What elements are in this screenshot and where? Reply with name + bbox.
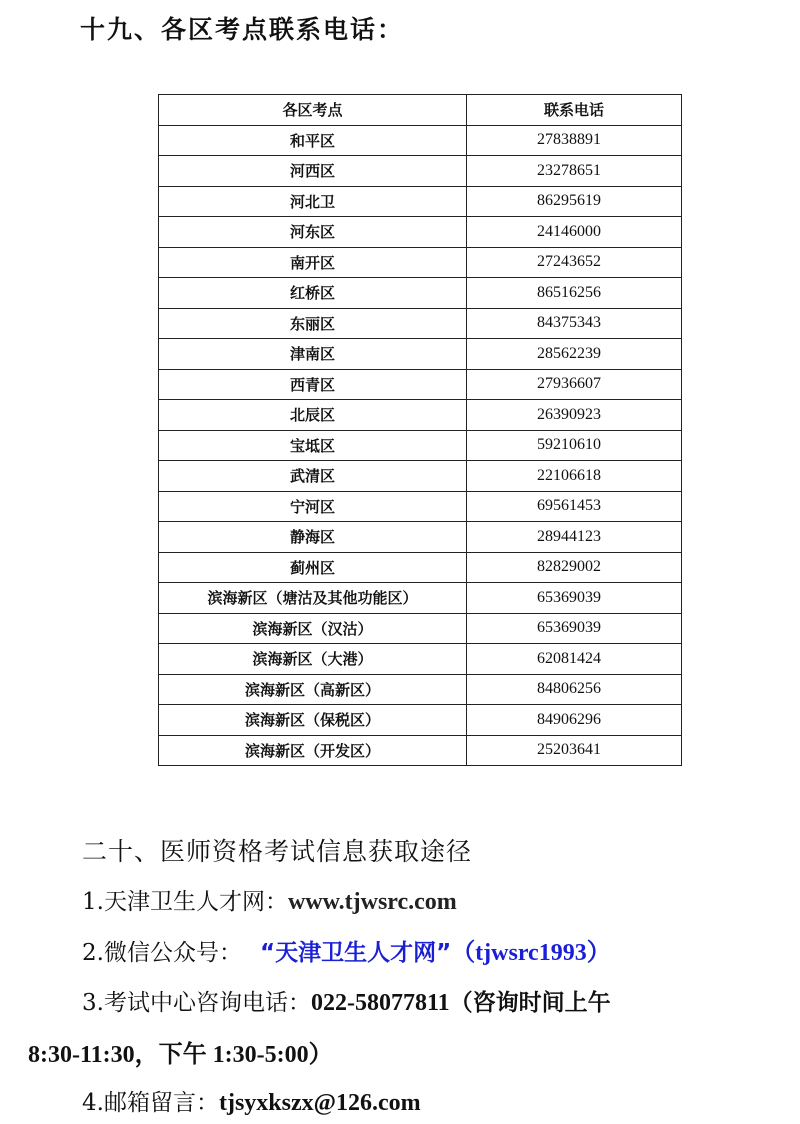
table-row bbox=[159, 369, 682, 400]
district-cell: 滨海新区（汉沽） bbox=[159, 613, 467, 644]
website-label: 1.天津卫生人才网： bbox=[82, 889, 288, 915]
wechat-label: 2.微信公众号： bbox=[82, 940, 242, 966]
district-cell: 河西区 bbox=[159, 156, 467, 187]
phone-cell: 86516256 bbox=[467, 278, 682, 309]
hotline-hours: 8:30-11:30，下午 1:30-5:00） bbox=[28, 1042, 333, 1068]
phone-cell: 28562239 bbox=[467, 339, 682, 370]
table-row bbox=[159, 430, 682, 461]
website-link[interactable]: www.tjwsrc.com bbox=[287, 889, 457, 915]
phone-cell: 25203641 bbox=[467, 735, 682, 766]
table-row bbox=[159, 613, 682, 644]
phone-cell: 62081424 bbox=[467, 644, 682, 675]
district-cell: 蓟州区 bbox=[159, 552, 467, 583]
phone-cell: 69561453 bbox=[467, 491, 682, 522]
district-cell: 和平区 bbox=[159, 125, 467, 156]
phone-cell: 84906296 bbox=[467, 705, 682, 736]
section-20-title: 二十、医师资格考试信息获取途径 bbox=[82, 837, 473, 866]
table-row bbox=[159, 247, 682, 278]
district-cell: 滨海新区（保税区） bbox=[159, 705, 467, 736]
wechat-account-name[interactable]: “天津卫生人才网” bbox=[259, 940, 452, 966]
district-cell: 宝坻区 bbox=[159, 430, 467, 461]
table-row bbox=[159, 735, 682, 766]
phone-cell: 22106618 bbox=[467, 461, 682, 492]
hotline-label: 3.考试中心咨询电话： bbox=[82, 990, 311, 1016]
phone-cell: 86295619 bbox=[467, 186, 682, 217]
info-item-hotline-hours bbox=[28, 1034, 333, 1069]
info-item-website bbox=[82, 883, 457, 916]
phone-cell: 27936607 bbox=[467, 369, 682, 400]
table-row bbox=[159, 491, 682, 522]
district-cell: 滨海新区（大港） bbox=[159, 644, 467, 675]
table-row bbox=[159, 156, 682, 187]
phone-cell: 82829002 bbox=[467, 552, 682, 583]
district-cell: 滨海新区（高新区） bbox=[159, 674, 467, 705]
district-cell: 北辰区 bbox=[159, 400, 467, 431]
info-item-wechat bbox=[82, 932, 611, 967]
district-cell: 红桥区 bbox=[159, 278, 467, 309]
header-phone: 联系电话 bbox=[467, 95, 682, 126]
wechat-account-id[interactable]: （tjwsrc1993） bbox=[463, 940, 611, 966]
table-row bbox=[159, 400, 682, 431]
district-cell: 河东区 bbox=[159, 217, 467, 248]
table-row bbox=[159, 217, 682, 248]
phone-cell: 26390923 bbox=[467, 400, 682, 431]
email-label: 4.邮箱留言： bbox=[82, 1090, 219, 1116]
info-item-hotline bbox=[82, 984, 611, 1017]
info-item-email bbox=[82, 1084, 421, 1117]
phone-cell: 84806256 bbox=[467, 674, 682, 705]
phone-cell: 28944123 bbox=[467, 522, 682, 553]
table-row bbox=[159, 125, 682, 156]
hotline-note-start: （咨询时间上午 bbox=[449, 990, 611, 1016]
district-cell: 河北卫 bbox=[159, 186, 467, 217]
district-cell: 宁河区 bbox=[159, 491, 467, 522]
district-cell: 静海区 bbox=[159, 522, 467, 553]
phone-cell: 84375343 bbox=[467, 308, 682, 339]
table-row bbox=[159, 552, 682, 583]
district-cell: 滨海新区（开发区） bbox=[159, 735, 467, 766]
table-header-row bbox=[159, 95, 682, 126]
phone-cell: 59210610 bbox=[467, 430, 682, 461]
district-cell: 南开区 bbox=[159, 247, 467, 278]
phone-cell: 65369039 bbox=[467, 583, 682, 614]
section-19-title: 十九、各区考点联系电话： bbox=[80, 15, 405, 44]
district-cell: 武清区 bbox=[159, 461, 467, 492]
phone-cell: 27838891 bbox=[467, 125, 682, 156]
phone-cell: 65369039 bbox=[467, 613, 682, 644]
table-row bbox=[159, 522, 682, 553]
table-row bbox=[159, 583, 682, 614]
table-row bbox=[159, 339, 682, 370]
district-cell: 滨海新区（塘沽及其他功能区） bbox=[159, 583, 467, 614]
district-cell: 津南区 bbox=[159, 339, 467, 370]
table-row bbox=[159, 186, 682, 217]
email-address[interactable]: tjsyxkszx@126.com bbox=[218, 1090, 421, 1116]
phone-cell: 27243652 bbox=[467, 247, 682, 278]
district-cell: 东丽区 bbox=[159, 308, 467, 339]
district-cell: 西青区 bbox=[159, 369, 467, 400]
table-row bbox=[159, 644, 682, 675]
table-row bbox=[159, 278, 682, 309]
table-row bbox=[159, 461, 682, 492]
table-row bbox=[159, 705, 682, 736]
phone-cell: 23278651 bbox=[467, 156, 682, 187]
contact-table bbox=[158, 94, 682, 766]
table-row bbox=[159, 674, 682, 705]
table-row bbox=[159, 308, 682, 339]
hotline-number: 022-58077811 bbox=[310, 990, 450, 1016]
phone-cell: 24146000 bbox=[467, 217, 682, 248]
header-district: 各区考点 bbox=[159, 95, 467, 126]
